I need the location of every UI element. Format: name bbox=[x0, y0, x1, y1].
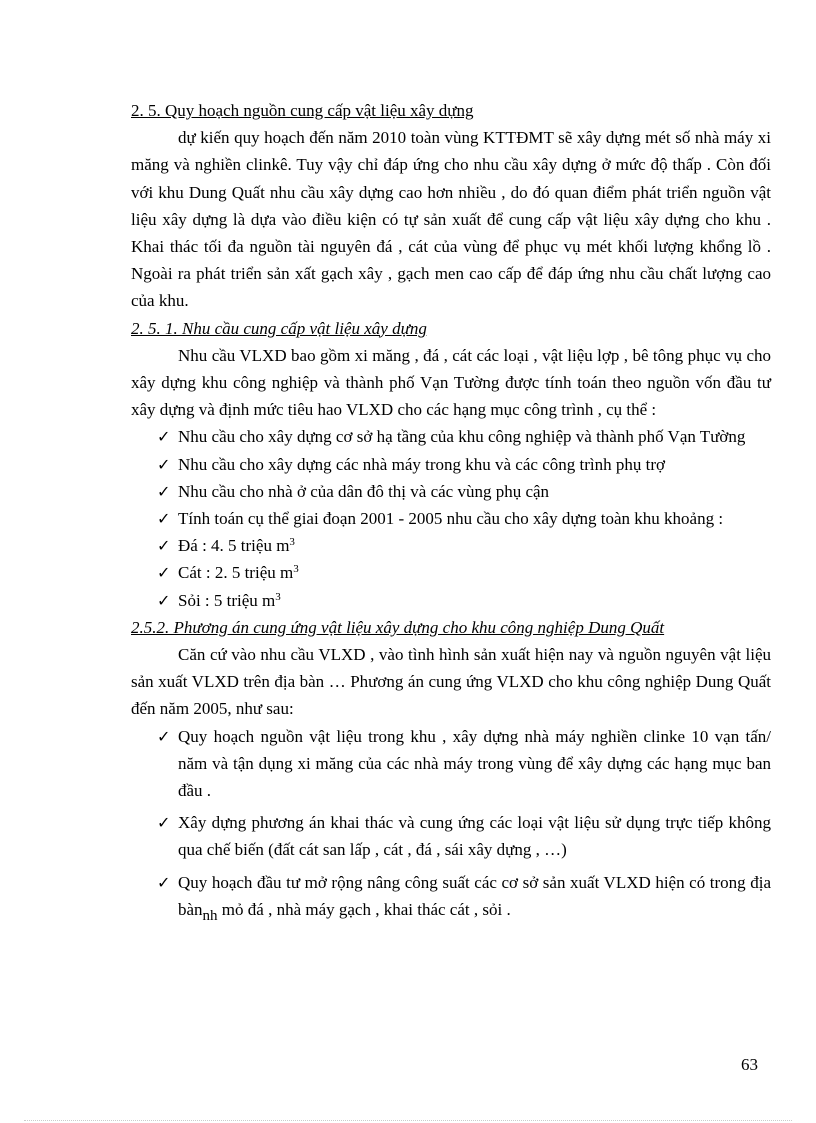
list-item bbox=[131, 809, 771, 863]
supply-plan-list bbox=[131, 723, 771, 923]
list-item bbox=[131, 423, 771, 450]
list-item-text: Xây dựng phương án khai thác và cung ứng các loại vật liệu sử dụng trực tiếp không qua chế biến (đất cát san lấp , cát , đá , sái xây dựng , …) bbox=[178, 813, 771, 860]
exponent: 3 bbox=[289, 536, 295, 549]
list-item-text: Nhu cầu cho xây dựng cơ sở hạ tầng của khu công nghiệp và thành phố Vạn Tường bbox=[178, 427, 746, 447]
list-item-text: Tính toán cụ thể giai đoạn 2001 - 2005 nhu cầu cho xây dựng toàn khu khoảng : bbox=[178, 509, 724, 529]
exponent: 3 bbox=[293, 563, 299, 576]
check-icon: ✓ bbox=[157, 536, 171, 556]
check-icon: ✓ bbox=[157, 813, 171, 833]
quantity-stone: Đá : 4. 5 triệu m bbox=[178, 536, 290, 556]
check-icon: ✓ bbox=[157, 454, 171, 474]
subsection-heading-1: 2. 5. 1. Nhu cầu cung cấp vật liệu xây dựng bbox=[131, 318, 427, 338]
list-item-text-end: mỏ đá , nhà máy gạch , khai thác cát , sỏi . bbox=[217, 899, 511, 919]
list-item bbox=[131, 451, 771, 478]
demand-list bbox=[131, 423, 771, 613]
check-icon: ✓ bbox=[157, 590, 171, 610]
check-icon: ✓ bbox=[157, 509, 171, 529]
quantity-sand: Cát : 2. 5 triệu m bbox=[178, 563, 294, 583]
page-content bbox=[131, 97, 771, 923]
check-icon: ✓ bbox=[157, 427, 171, 447]
list-item-text: Quy hoạch đầu tư mở rộng nâng công suất các cơ sở sản xuất VLXD hiện có trong địa bàn bbox=[178, 872, 771, 919]
list-item-text: Nhu cầu cho nhà ở của dân đô thị và các vùng phụ cận bbox=[178, 481, 550, 501]
quantity-gravel: Sỏi : 5 triệu m bbox=[178, 590, 276, 610]
list-item bbox=[131, 478, 771, 505]
subsection-heading-2: 2.5.2. Phương án cung ứng vật liệu xây dựng cho khu công nghiệp Dung Quất bbox=[131, 617, 665, 637]
list-item-text: Quy hoạch nguồn vật liệu trong khu , xây dựng nhà máy nghiền clinke 10 vạn tấn/ năm và tận dụng xi măng của các nhà máy trong vùng để xây dựng các hạng mục ban đầu . bbox=[178, 726, 771, 801]
check-icon: ✓ bbox=[157, 872, 171, 892]
list-item-text: Nhu cầu cho xây dựng các nhà máy trong khu và các công trình phụ trợ bbox=[178, 454, 665, 474]
check-icon: ✓ bbox=[157, 563, 171, 583]
list-item bbox=[131, 532, 771, 559]
check-icon: ✓ bbox=[157, 726, 171, 746]
list-item bbox=[131, 559, 771, 586]
section-intro: dự kiến quy hoạch đến năm 2010 toàn vùng KTTĐMT sẽ xây dựng mét số nhà máy xi măng và nghiền clinkê. Tuy vậy chỉ đáp ứng cho nhu cầu xây dựng ở mức độ thấp . Còn đối với khu Dung Quất nhu cầu xây dựng cao hơn nhiều , do đó quan điểm phát triển nguồn vật liệu xây dựng là dựa vào điều kiện có tự sản xuất để cung cấp vật liệu xây dựng cho khu . Khai thác tối đa nguồn tài nguyên đá , cát của vùng để phục vụ mét khối lượng khổng lồ . Ngoài ra phát triển sản xất gạch xây , gạch men cao cấp để đáp ứng nhu cầu chất lượng cao của khu. bbox=[131, 128, 771, 311]
list-item bbox=[131, 869, 771, 923]
list-item bbox=[131, 505, 771, 532]
section-heading: 2. 5. Quy hoạch nguồn cung cấp vật liệu xây dựng bbox=[131, 101, 474, 120]
subsection-2-paragraph: Căn cứ vào nhu cầu VLXD , vào tình hình sản xuất hiện nay và nguồn nguyên vật liệu sản xuất VLXD trên địa bàn … Phương án cung ứng VLXD cho khu công nghiệp Dung Quất đến năm 2005, như sau: bbox=[131, 645, 771, 719]
subsection-1-paragraph: Nhu cầu VLXD bao gồm xi măng , đá , cát các loại , vật liệu lợp , bê tông phục vụ cho xây dựng khu công nghiệp và thành phố Vạn Tường được tính toán theo nguồn vốn đầu tư xây dựng và định mức tiêu hao VLXD cho các hạng mục công trình , cụ thể : bbox=[131, 345, 771, 420]
list-item bbox=[131, 587, 771, 614]
page-number: 63 bbox=[741, 1055, 758, 1074]
page-bottom-divider bbox=[24, 1120, 792, 1121]
list-item bbox=[131, 723, 771, 805]
check-icon: ✓ bbox=[157, 481, 171, 501]
exponent: 3 bbox=[275, 590, 281, 603]
subscript-text: nh bbox=[202, 907, 218, 924]
